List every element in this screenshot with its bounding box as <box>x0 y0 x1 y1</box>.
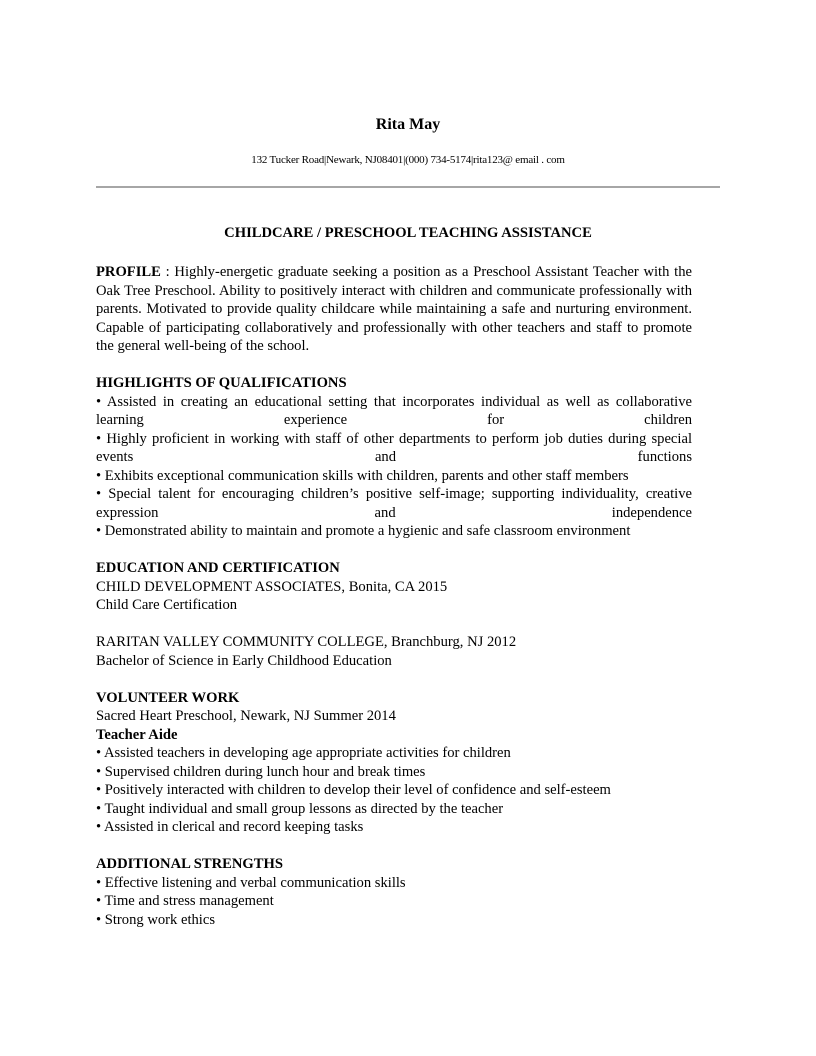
candidate-name: Rita May <box>375 116 441 133</box>
header-divider <box>96 186 720 188</box>
profile-text: : Highly-energetic graduate seeking a position as a Preschool Assistant Teacher with the Oak Tree Preschool. Ability to positively interact with children and communicate professionally with parents. Motivated to provide quality childcare while maintaining a safe and nurturing environment. Capable of participating collaboratively and professionally with other teachers and staff to promote the general well-being of the school. <box>96 264 692 354</box>
list-item: • Exhibits exceptional communication skills with children, parents and other staff members <box>96 467 629 484</box>
list-item: • Assisted teachers in developing age appropriate activities for children <box>96 745 511 761</box>
list-item: • Effective listening and verbal communication skills <box>96 874 406 891</box>
list-item: • Positively interacted with children to develop their level of confidence and self-esteem <box>96 782 611 798</box>
education-credential: Child Care Certification <box>96 597 238 613</box>
list-item: • Supervised children during lunch hour and break times <box>96 763 426 780</box>
education-heading: EDUCATION AND CERTIFICATION <box>96 560 340 576</box>
profile-label: PROFILE <box>96 264 161 280</box>
education-section <box>96 559 692 670</box>
volunteer-section <box>96 689 692 837</box>
spacer <box>96 615 692 634</box>
education-credential: Bachelor of Science in Early Childhood Education <box>96 652 392 669</box>
strengths-section <box>96 855 692 929</box>
list-item: • Strong work ethics <box>96 911 216 928</box>
list-item: • Highly proficient in working with staff of other departments to perform job duties during special events and functions <box>96 430 692 465</box>
list-item: • Taught individual and small group lessons as directed by the teacher <box>96 800 504 817</box>
list-item: • Assisted in clerical and record keeping tasks <box>96 819 364 835</box>
volunteer-heading: VOLUNTEER WORK <box>96 689 240 706</box>
volunteer-role: Teacher Aide <box>96 726 178 743</box>
list-item: • Assisted in creating an educational setting that incorporates individual as well as collaborative learning experience for children <box>96 393 692 428</box>
volunteer-organization: Sacred Heart Preschool, Newark, NJ Summer 2014 <box>96 708 396 724</box>
list-item: • Demonstrated ability to maintain and promote a hygienic and safe classroom environment <box>96 523 631 539</box>
list-item: • Time and stress management <box>96 893 274 909</box>
strengths-heading: ADDITIONAL STRENGTHS <box>96 856 283 872</box>
list-item: • Special talent for encouraging children’s positive self-image; supporting individuality, creative expression and independence <box>96 486 692 521</box>
highlights-heading: HIGHLIGHTS OF QUALIFICATIONS <box>96 375 347 391</box>
profile-paragraph <box>96 263 692 356</box>
highlights-section <box>96 374 692 541</box>
contact-line: 132 Tucker Road|Newark, NJ08401|(000) 734-5174|rita123@ email . com <box>251 154 565 166</box>
document-title: CHILDCARE / PRESCHOOL TEACHING ASSISTANCE <box>224 225 592 241</box>
resume-body <box>96 263 692 929</box>
education-institution: RARITAN VALLEY COMMUNITY COLLEGE, Branchburg, NJ 2012 <box>96 634 517 650</box>
education-institution: CHILD DEVELOPMENT ASSOCIATES, Bonita, CA 2015 <box>96 578 448 595</box>
